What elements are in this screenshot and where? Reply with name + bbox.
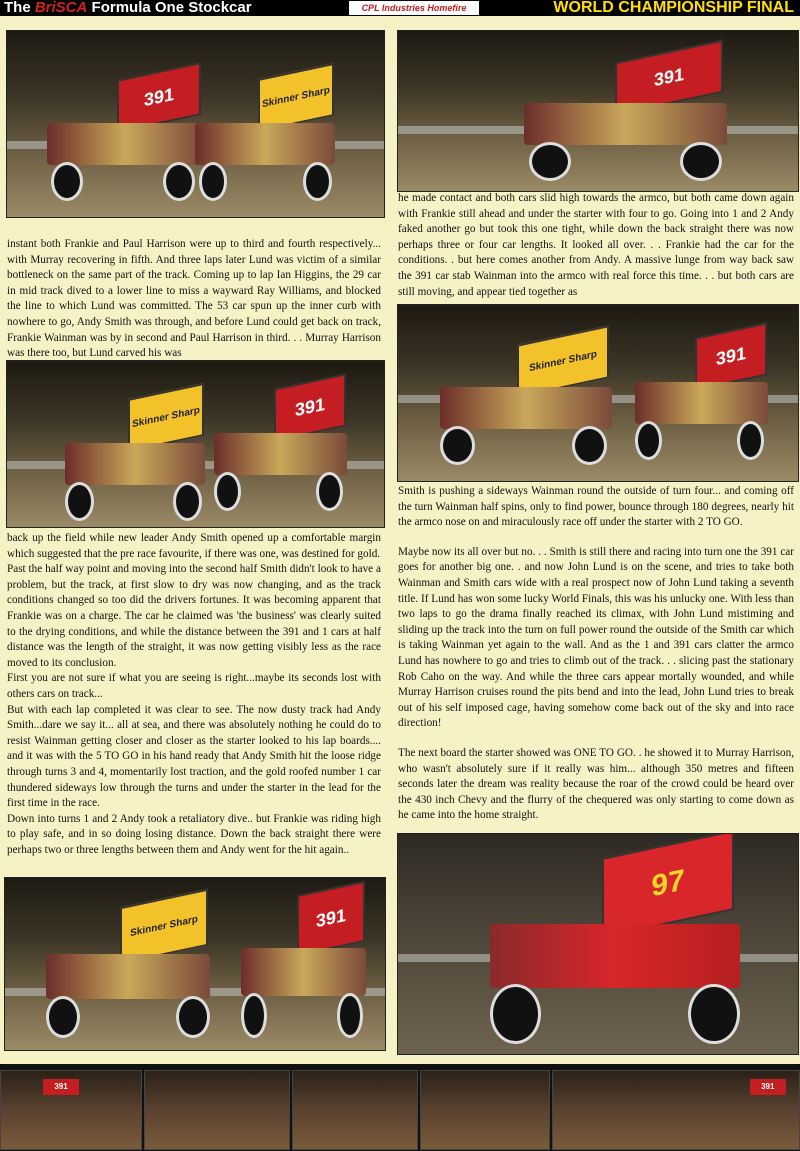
article-col1-block2 — [7, 531, 381, 858]
car-1 — [25, 898, 235, 1038]
header-brand: BriSCA — [34, 0, 88, 16]
paragraph: Down into turns 1 and 2 Andy took a retaliatory dive.. but Frankie was riding high to play safe, and in so doing losing distance. Down the back straight there were perhaps two or three lengths between them and Andy went for the hit again.. — [7, 812, 381, 856]
car-number: 97 — [602, 833, 734, 938]
car-391 — [498, 51, 758, 181]
paragraph: First you are not sure if what you are seeing is right...maybe its seconds lost with others cars on track... — [7, 672, 381, 700]
article-col2-block2 — [398, 484, 794, 824]
car-391 — [197, 381, 367, 511]
car-sponsor-board: Skinner Sharp — [128, 383, 204, 453]
sponsor-logo: CPL Industries Homefire — [349, 1, 479, 15]
car-97 — [458, 844, 778, 1044]
paragraph: Past the half way point and moving into the second half Smith didn't look to have a problem, but the track, at first slow to dry was now changing, and as the track conditions changed so too did the drivers fortunes. It was becoming apparent that Frankie was on a charge. The car he claimed was 'the business' was clearly suited to the drying conditions, and while the distance between the 391 and 1 cars at half distance was the length of the straight, it was now getting visibly less as the race moved to its conclusion. — [7, 563, 381, 669]
article-col1-block1 — [7, 237, 381, 362]
bottom-photo-strip — [0, 1064, 800, 1151]
strip-photo — [420, 1070, 550, 1150]
header-title: Formula One Stockcar — [91, 0, 252, 16]
car-1 — [418, 335, 638, 465]
car-391 — [225, 888, 385, 1038]
car-1 — [177, 71, 357, 201]
paragraph: back up the field while new leader Andy Smith opened up a comfortable margin which suggested that the pre race favourite, if there was one, was destined for gold. — [7, 532, 381, 560]
car-number: 391 — [297, 881, 365, 956]
car-number: 391 — [615, 40, 723, 116]
photo-race-1 — [6, 30, 385, 218]
page-header — [0, 0, 800, 16]
strip-photo — [144, 1070, 290, 1150]
car-number: 391 — [43, 1079, 79, 1095]
header-event-title: WORLD CHAMPIONSHIP FINAL — [553, 0, 794, 16]
car-sponsor-board: Skinner Sharp — [517, 325, 609, 398]
paragraph: But with each lap completed it was clear to see. The now dusty track had Andy Smith...dare we say it... all at sea, and there was absolutely nothing he could do to resist Wainman getting closer and closer as the starter looked to his lap boards.... and it was with the 5 TO GO in his hand ready that Andy Smith hit the loose ridge through turns 3 and 4, momentarily lost traction, and the gold roofed number 1 car thundered sideways low through the turns and under the starter in the lead for the first time in the race. — [7, 703, 381, 810]
paragraph: The next board the starter showed was ONE TO GO. . he showed it to Murray Harrison, who wasn't absolutely sure if it really was him... although 350 metres and fifteen seconds later the dream was reality because the roar of the crowd could be heard over the 430 inch Chevy and the flurry of the chequered was only starting to come down as he came into the home straight. — [398, 746, 794, 822]
paragraph: Maybe now its all over but no. . . Smith is still there and racing into turn one the 391 car goes for another big one. . and now John Lund is on the scene, and tries to take both Wainman and Smith cars wide with a real prospect now of John Lund taking a seventh title. If Lund has won some lucky World Finals, this was his unlucky one. With less than two laps to go the drama finally reached its climax, with John Lund mistiming and sliding up the track into the turn on full power round the outside of the Smith car which is taking Wainman yet again to the wall. And as the 1 and 391 cars clatter the armco Lund has nowhere to go and tries to climb out of the track. . . slicing past the stationary Rob Caho on the way. And while the three cars appear mortally wounded, and while Murray Harrison cruises round the pits bend and into the lead, John Lund tries to break out of his self imposed cage, having somehow come back out of the sky and into race direction! — [398, 545, 794, 730]
paragraph: he made contact and both cars slid high towards the armco, but both came down again with Frankie still ahead and under the starter with four to go. Going into 1 and 2 Andy faked another go but took this one tight, while down the back straight there was now perhaps three or four car lengths. It looked all over. . . Frankie had the car for the conditions. . but here comes another from Andy. A massive lunge from way back saw the 391 car stab Wainman into the armco with real force this time. . . but both cars are still moving, and appear tied together as — [398, 192, 794, 298]
car-sponsor-board: Skinner Sharp — [258, 63, 334, 133]
car-number: 391 — [274, 373, 346, 442]
strip-photo — [292, 1070, 418, 1150]
car-number: 391 — [117, 62, 201, 133]
header-left — [4, 0, 252, 16]
paragraph: Smith is pushing a sideways Wainman round the outside of turn four... and coming off the turn Wainman half spins, only to find power, bounce through 180 degrees, nearly hit the armco nose on and miraculously race off under the starter with 2 TO GO. — [398, 485, 794, 529]
photo-race-5 — [4, 877, 386, 1051]
car-number: 391 — [750, 1079, 786, 1095]
header-prefix: The — [4, 0, 31, 16]
photo-race-2 — [397, 30, 799, 192]
strip-photo — [0, 1070, 142, 1150]
photo-race-3 — [6, 360, 385, 528]
strip-photo — [552, 1070, 800, 1150]
car-number: 391 — [695, 322, 767, 391]
paragraph: instant both Frankie and Paul Harrison were up to third and fourth respectively... with Murray recovering in fifth. And three laps later Lund was victim of a similar bottleneck on the same part of the track. Coming up to lap Ian Higgins, the 29 car in mid track dived to a lower line to miss a wayward Ray Williams, and blocked the line to which Lund was committed. The 53 car spun up the inner curb with nowhere to go, Andy Smith was through, and before Lund could get back on track, Frankie Wainman was by in second and Paul Harrison in third. . . Murray Harrison was there too, but Lund carved his was — [7, 238, 381, 360]
photo-race-6 — [397, 833, 799, 1055]
photo-race-4 — [397, 304, 799, 482]
car-sponsor-board: Skinner Sharp — [120, 889, 208, 965]
car-391 — [618, 330, 788, 460]
article-col2-block1 — [398, 191, 794, 300]
